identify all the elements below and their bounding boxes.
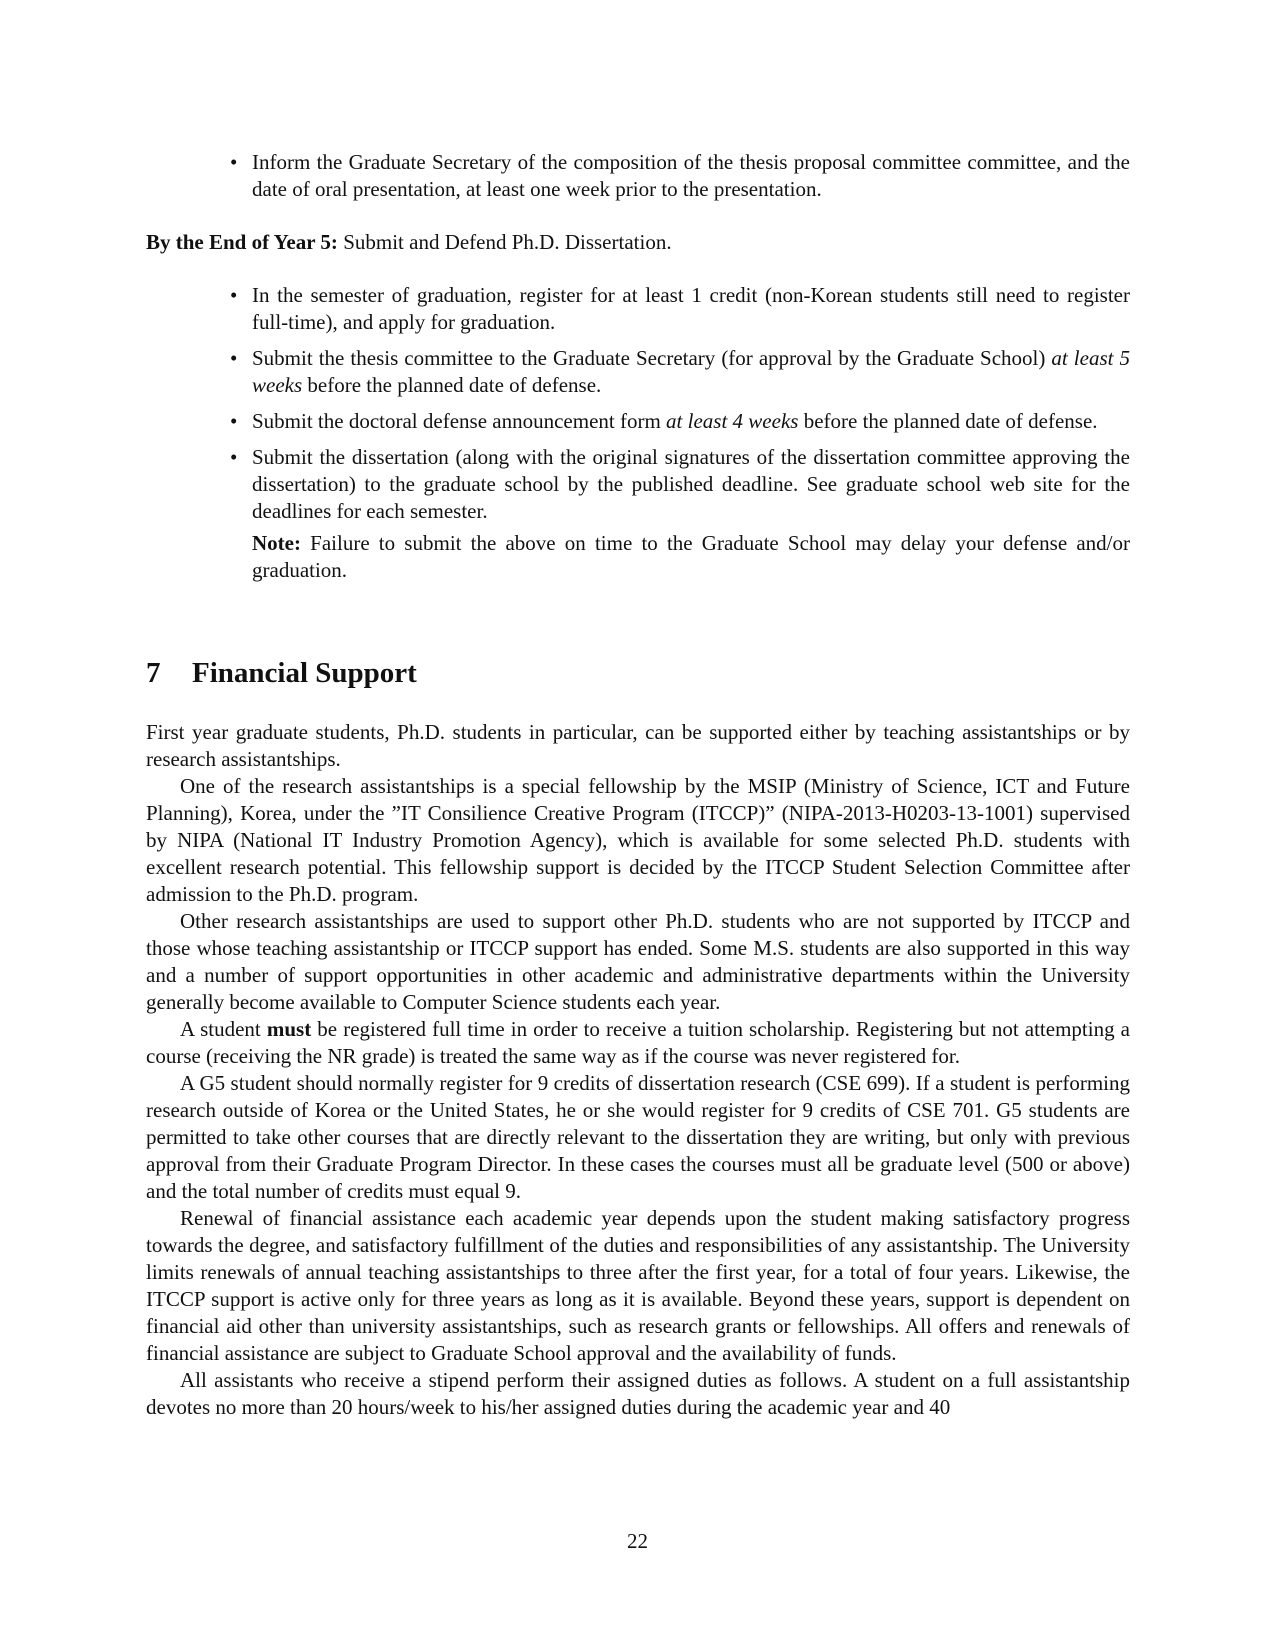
year5-label: By the End of Year 5: — [146, 230, 338, 254]
thesis-proposal-bullet-list — [230, 149, 1130, 212]
section-heading — [146, 656, 417, 690]
bullet-text: before the planned date of defense. — [302, 373, 602, 397]
note — [252, 530, 1130, 584]
paragraph: Other research assistantships are used to support other Ph.D. students who are not supported by ITCCP and those whose teaching assistantship or ITCCP support has ended. Some M.S. students are also supported in this way and a number of support opportunities in other academic and administrative departments within the University generally become available to Computer Science students each year. — [146, 909, 1130, 1014]
year5-text: Submit and Defend Ph.D. Dissertation. — [337, 230, 672, 254]
paragraph — [146, 1016, 1130, 1070]
paragraph: Renewal of financial assistance each academic year depends upon the student making satisfactory progress towards the degree, and satisfactory fulfillment of the duties and responsibilities of any assistantship. The University limits renewals of annual teaching assistantships to three after the first year, for a total of four years. Likewise, the ITCCP support is active only for three years as long as it is available. Beyond these years, support is dependent on financial aid other than university assistantships, such as research grants or fellowships. All offers and renewals of financial assistance are subject to Graduate School approval and the availability of funds. — [146, 1206, 1130, 1365]
list-item — [230, 345, 1130, 399]
list-item — [230, 149, 1130, 203]
section-number: 7 — [146, 657, 161, 689]
section-body — [146, 719, 1130, 1421]
paragraph: A G5 student should normally register for 9 credits of dissertation research (CSE 699). If a student is performing research outside of Korea or the United States, he or she would register for 9 credits of CSE 701. G5 students are permitted to take other courses that are directly relevant to the dissertation they are writing, but only with previous approval from their Graduate Program Director. In these cases the courses must all be graduate level (500 or above) and the total number of credits must equal 9. — [146, 1071, 1130, 1203]
year5-bullet-list — [230, 282, 1130, 593]
year5-heading — [146, 229, 1136, 256]
deadline-emphasis: at least 5 weeks — [252, 346, 1130, 397]
paragraph-text: be registered full time in order to receive a tuition scholarship. Registering but not attempting a course (receiving the NR grade) is treated the same way as if the course was never registered for. — [146, 1017, 1130, 1068]
bullet-text: Inform the Graduate Secretary of the composition of the thesis proposal committee committee, and the date of oral presentation, at least one week prior to the presentation. — [252, 150, 1130, 201]
list-item — [230, 444, 1130, 584]
note-text: Failure to submit the above on time to the Graduate School may delay your defense and/or graduation. — [252, 531, 1130, 582]
paragraph: All assistants who receive a stipend perform their assigned duties as follows. A student on a full assistantship devotes no more than 20 hours/week to his/her assigned duties during the academic year and 40 — [146, 1368, 1130, 1419]
paragraph: One of the research assistantships is a special fellowship by the MSIP (Ministry of Science, ICT and Future Planning), Korea, under the ”IT Consilience Creative Program (ITCCP)” (NIPA-2013-H0203-13-1001) supervised by NIPA (National IT Industry Promotion Agency), which is available for some selected Ph.D. students with excellent research potential. This fellowship support is decided by the ITCCP Student Selection Committee after admission to the Ph.D. program. — [146, 774, 1130, 906]
bullet-text: Submit the dissertation (along with the original signatures of the dissertation committee approving the dissertation) to the graduate school by the published deadline. See graduate school web site for the deadlines for each semester. — [252, 445, 1130, 523]
bullet-text: before the planned date of defense. — [798, 409, 1098, 433]
list-item — [230, 282, 1130, 336]
bullet-text: Submit the doctoral defense announcement form — [252, 409, 667, 433]
must-emphasis: must — [266, 1017, 312, 1041]
list-item — [230, 408, 1130, 435]
paragraph-text: A student — [180, 1017, 267, 1041]
paragraph: First year graduate students, Ph.D. students in particular, can be supported either by teaching assistantships or by research assistantships. — [146, 720, 1130, 771]
section-title: Financial Support — [192, 657, 417, 689]
note-label: Note: — [252, 531, 301, 555]
deadline-emphasis: at least 4 weeks — [666, 409, 799, 433]
bullet-text: Submit the thesis committee to the Graduate Secretary (for approval by the Graduate School) — [252, 346, 1052, 370]
bullet-text: In the semester of graduation, register for at least 1 credit (non-Korean students still need to register full-time), and apply for graduation. — [252, 283, 1130, 334]
page-number: 22 — [627, 1529, 648, 1553]
